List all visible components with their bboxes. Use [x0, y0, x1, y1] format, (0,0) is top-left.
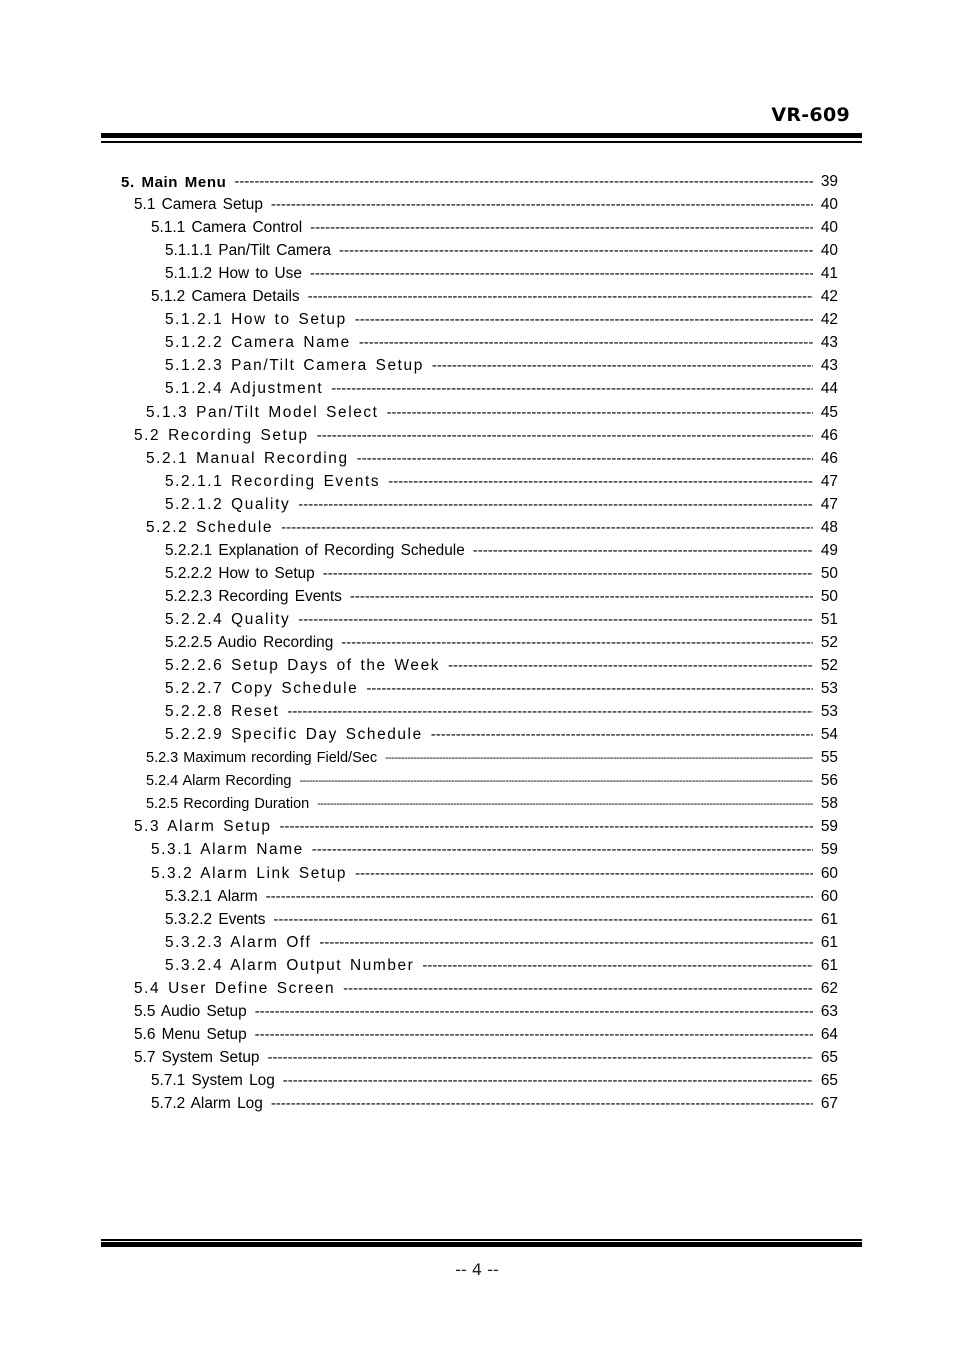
toc-entry[interactable]: [165, 495, 838, 515]
toc-entry-label: 5.2.5 Recording Duration: [146, 796, 310, 813]
toc-entry-page: 46: [820, 449, 838, 467]
toc-entry-label: 5.3.1 Alarm Name: [151, 841, 304, 859]
toc-entry-page: 47: [820, 472, 838, 490]
toc-entry-page: 50: [820, 587, 838, 605]
toc-dot-leader: [343, 979, 813, 999]
toc-dot-leader: [308, 287, 813, 307]
toc-dot-leader: [387, 403, 813, 423]
toc-dot-leader: [319, 933, 812, 953]
toc-dot-leader: [388, 472, 813, 492]
toc-entry[interactable]: [134, 1048, 838, 1068]
toc-entry-page: 43: [820, 357, 838, 375]
toc-entry[interactable]: [165, 887, 838, 907]
toc-entry-label: 5.1.2 Camera Details: [151, 288, 300, 306]
toc-dot-leader: [448, 656, 813, 676]
toc-entry-label: 5.1.2.3 Pan/Tilt Camera Setup: [165, 357, 424, 375]
toc-entry-label: 5.2.3 Maximum recording Field/Sec: [146, 750, 378, 767]
footer-rule-thin: [101, 1239, 862, 1241]
toc-entry-label: 5.2.2.2 How to Setup: [165, 564, 315, 582]
toc-entry[interactable]: [165, 379, 838, 399]
toc-dot-leader: [341, 633, 813, 653]
toc-dot-leader: [255, 1002, 813, 1022]
header-rule-thin: [101, 141, 862, 143]
toc-entry-page: 59: [820, 818, 838, 836]
toc-entry-page: 61: [820, 910, 838, 928]
toc-dot-leader: [312, 840, 813, 860]
toc-entry-label: 5. Main Menu: [121, 173, 227, 191]
toc-entry-label: 5.1.2.4 Adjustment: [165, 380, 324, 398]
toc-entry-label: 5.1 Camera Setup: [134, 196, 263, 214]
toc-entry[interactable]: [146, 794, 838, 814]
toc-dot-leader: [323, 564, 813, 584]
toc-dot-leader: [287, 702, 813, 722]
toc-entry-page: 54: [820, 726, 838, 744]
document-title: VR-609: [771, 104, 850, 126]
toc-entry-label: 5.2.2.1 Explanation of Recording Schedule: [165, 541, 465, 559]
toc-entry-label: 5.3 Alarm Setup: [134, 818, 272, 836]
toc-entry-label: 5.6 Menu Setup: [134, 1025, 247, 1043]
toc-entry[interactable]: [134, 426, 838, 446]
toc-dot-leader: [310, 218, 813, 238]
toc-entry[interactable]: [151, 840, 838, 860]
toc-entry-page: 67: [820, 1095, 838, 1112]
toc-entry-page: 50: [820, 564, 838, 582]
toc-entry-page: 48: [820, 518, 838, 536]
toc-entry-label: 5.2 Recording Setup: [134, 426, 309, 444]
toc-entry-page: 52: [820, 657, 838, 675]
toc-entry-page: 49: [820, 541, 838, 559]
toc-entry-label: 5.2.2.4 Quality: [165, 610, 291, 628]
toc-entry[interactable]: [165, 333, 838, 353]
toc-entry[interactable]: [165, 933, 838, 953]
toc-entry-label: 5.2.2.7 Copy Schedule: [165, 680, 359, 698]
toc-entry[interactable]: [121, 172, 838, 192]
toc-entry-page: 53: [820, 680, 838, 698]
toc-entry-label: 5.2.2.6 Setup Days of the Week: [165, 657, 441, 675]
header-rule-thick: [101, 133, 862, 138]
toc-dot-leader: [432, 356, 813, 376]
toc-dot-leader: [298, 495, 813, 515]
toc-entry[interactable]: [165, 310, 838, 330]
toc-entry[interactable]: [151, 1094, 838, 1114]
toc-dot-leader: [234, 172, 813, 192]
toc-entry-page: 51: [820, 610, 838, 628]
toc-entry-label: 5.1.1.2 How to Use: [165, 265, 302, 283]
toc-entry-page: 46: [820, 426, 838, 444]
toc-entry-page: 65: [820, 1071, 838, 1089]
toc-entry-label: 5.2.2.5 Audio Recording: [165, 634, 334, 651]
toc-entry-page: 60: [820, 864, 838, 882]
toc-entry[interactable]: [146, 771, 838, 791]
toc-entry-page: 42: [820, 311, 838, 329]
toc-dot-leader: [317, 426, 813, 446]
toc-entry-page: 41: [820, 265, 838, 283]
toc-entry-page: 61: [820, 933, 838, 951]
toc-dot-leader: [281, 518, 813, 538]
toc-entry-label: 5.3.2.1 Alarm: [165, 887, 258, 905]
toc-entry[interactable]: [165, 356, 838, 376]
toc-dot-leader: [422, 956, 812, 976]
toc-entry[interactable]: [165, 587, 838, 607]
toc-dot-leader: [283, 1071, 813, 1091]
footer-rule-thick: [101, 1242, 862, 1247]
toc-entry[interactable]: [151, 287, 838, 307]
toc-entry-page: 56: [820, 772, 838, 790]
toc-entry[interactable]: [165, 679, 838, 699]
toc-entry[interactable]: [151, 1071, 838, 1091]
toc-entry-page: 40: [820, 219, 838, 237]
toc-entry-label: 5.7.2 Alarm Log: [151, 1095, 263, 1112]
toc-entry-label: 5.2.1.2 Quality: [165, 495, 291, 513]
toc-entry-page: 43: [820, 334, 838, 352]
toc-entry-page: 40: [820, 242, 838, 260]
toc-entry-page: 61: [820, 956, 838, 974]
toc-dot-leader: [431, 725, 813, 745]
toc-dot-leader: [280, 817, 813, 837]
toc-dot-leader: [355, 864, 813, 884]
toc-entry-label: 5.7 System Setup: [134, 1048, 260, 1066]
toc-entry[interactable]: [134, 195, 838, 215]
toc-entry-page: 65: [820, 1048, 838, 1066]
toc-entry[interactable]: [151, 218, 838, 238]
toc-entry[interactable]: [165, 725, 838, 745]
toc-entry-label: 5.7.1 System Log: [151, 1071, 275, 1089]
toc-dot-leader: [298, 610, 813, 630]
toc-entry-label: 5.3.2.4 Alarm Output Number: [165, 956, 415, 974]
toc-dot-leader: [271, 195, 813, 215]
toc-entry[interactable]: [165, 910, 838, 930]
toc-dot-leader: [385, 748, 813, 768]
toc-entry[interactable]: [165, 241, 838, 261]
toc-entry-label: 5.2.1.1 Recording Events: [165, 472, 381, 490]
toc-dot-leader: [339, 241, 813, 261]
toc-entry[interactable]: [146, 748, 838, 768]
toc-dot-leader: [366, 679, 813, 699]
toc-entry-page: 55: [820, 749, 838, 767]
toc-entry-label: 5.3.2 Alarm Link Setup: [151, 864, 348, 882]
toc-dot-leader: [357, 449, 813, 469]
toc-entry-label: 5.1.1 Camera Control: [151, 219, 303, 237]
toc-entry[interactable]: [165, 656, 838, 676]
toc-entry-page: 39: [820, 173, 838, 190]
toc-entry[interactable]: [165, 610, 838, 630]
toc-entry-label: 5.3.2.2 Events: [165, 910, 266, 928]
toc-entry-page: 45: [820, 403, 838, 421]
toc-entry[interactable]: [134, 817, 838, 837]
toc-entry[interactable]: [165, 264, 838, 284]
toc-dot-leader: [273, 910, 812, 930]
toc-entry[interactable]: [146, 518, 838, 538]
toc-entry-label: 5.2.2.8 Reset: [165, 703, 280, 721]
toc-dot-leader: [317, 794, 813, 814]
toc-dot-leader: [255, 1025, 813, 1045]
toc-entry-label: 5.2.4 Alarm Recording: [146, 773, 292, 790]
toc-entry-label: 5.1.3 Pan/Tilt Model Select: [146, 403, 379, 421]
toc-entry-page: 52: [820, 634, 838, 651]
toc-dot-leader: [350, 587, 813, 607]
toc-entry[interactable]: [165, 702, 838, 722]
toc-entry-page: 44: [820, 380, 838, 398]
toc-dot-leader: [271, 1094, 813, 1114]
toc-entry[interactable]: [165, 956, 838, 976]
toc-entry-label: 5.2.2.9 Specific Day Schedule: [165, 726, 423, 744]
toc-entry-page: 42: [820, 288, 838, 306]
toc-dot-leader: [266, 887, 813, 907]
toc-entry-page: 40: [820, 196, 838, 214]
toc-entry-label: 5.1.2.1 How to Setup: [165, 311, 347, 329]
toc-entry-label: 5.2.1 Manual Recording: [146, 449, 349, 467]
toc-entry-page: 60: [820, 887, 838, 905]
toc-entry-page: 53: [820, 703, 838, 721]
toc-entry-label: 5.3.2.3 Alarm Off: [165, 933, 312, 951]
toc-entry[interactable]: [134, 1025, 838, 1045]
toc-entry[interactable]: [146, 449, 838, 469]
toc-dot-leader: [473, 541, 813, 561]
toc-entry-page: 47: [820, 495, 838, 513]
toc-entry[interactable]: [151, 864, 838, 884]
toc-entry[interactable]: [165, 633, 838, 653]
toc-entry[interactable]: [165, 564, 838, 584]
toc-dot-leader: [310, 264, 813, 284]
toc-dot-leader: [355, 310, 813, 330]
toc-dot-leader: [331, 379, 813, 399]
toc-entry-page: 63: [820, 1002, 838, 1020]
toc-entry-label: 5.2.2.3 Recording Events: [165, 587, 342, 605]
toc-entry-page: 59: [820, 841, 838, 859]
toc-entry-label: 5.4 User Define Screen: [134, 979, 336, 997]
page-number: -- 4 --: [455, 1260, 499, 1279]
toc-dot-leader: [359, 333, 813, 353]
toc-entry-page: 62: [820, 979, 838, 997]
toc-entry-page: 64: [820, 1025, 838, 1043]
toc-entry-label: 5.2.2 Schedule: [146, 518, 274, 536]
toc-entry-label: 5.1.2.2 Camera Name: [165, 334, 351, 352]
toc-entry-page: 58: [820, 795, 838, 813]
toc-entry[interactable]: [134, 1002, 838, 1022]
toc-entry-label: 5.5 Audio Setup: [134, 1002, 247, 1020]
toc-entry[interactable]: [146, 403, 838, 423]
toc-entry[interactable]: [134, 979, 838, 999]
toc-dot-leader: [299, 771, 812, 791]
toc-entry[interactable]: [165, 541, 838, 561]
toc-entry[interactable]: [165, 472, 838, 492]
toc-entry-label: 5.1.1.1 Pan/Tilt Camera: [165, 242, 331, 260]
toc-dot-leader: [267, 1048, 812, 1068]
